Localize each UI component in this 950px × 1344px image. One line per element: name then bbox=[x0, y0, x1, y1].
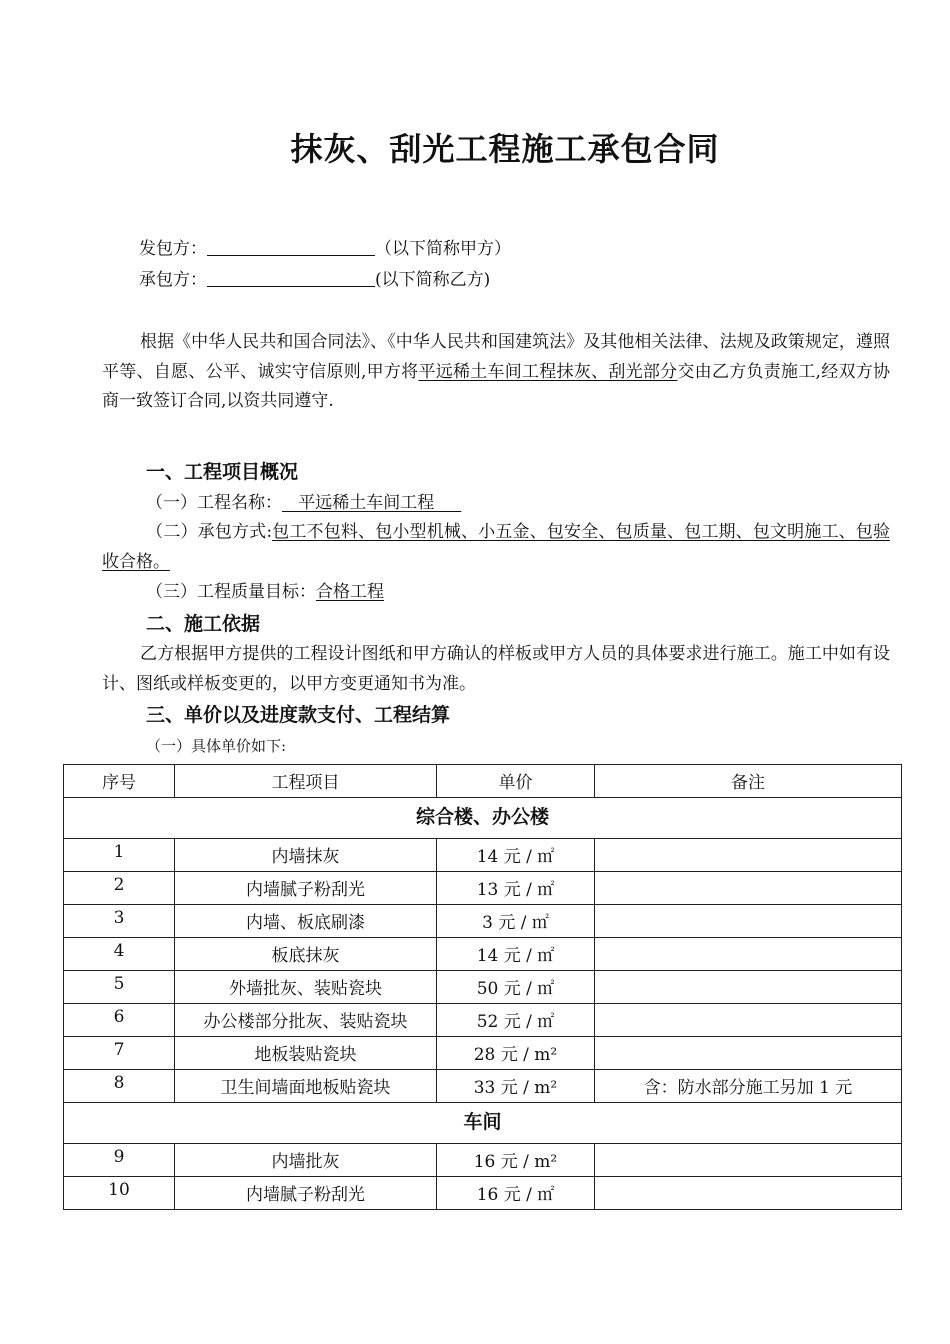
cell-item: 内墙腻子粉刮光 bbox=[175, 872, 437, 905]
intro-after: 交由乙方负责施工,经双方协商一致签订合同,以资共同遵守. bbox=[102, 361, 891, 411]
section2-heading: 二、施工依据 bbox=[146, 613, 261, 635]
cell-remark bbox=[595, 971, 902, 1004]
group-row-workshop bbox=[64, 1103, 902, 1144]
employer-label: 发包方： bbox=[139, 239, 207, 259]
employer-suffix: （以下简称甲方） bbox=[375, 239, 511, 259]
cell-index: 8 bbox=[64, 1070, 175, 1103]
cell-item: 内墙抹灰 bbox=[175, 839, 437, 872]
cell-item: 内墙、板底刷漆 bbox=[175, 905, 437, 938]
cell-index: 1 bbox=[64, 839, 175, 872]
table-row bbox=[64, 971, 902, 1004]
quality-label: （三）工程质量目标： bbox=[146, 582, 316, 602]
contractor-label: 承包方： bbox=[139, 270, 207, 290]
cell-price: 3 元 / ㎡ bbox=[437, 905, 595, 938]
contractor-suffix: (以下简称乙方) bbox=[375, 270, 491, 290]
header-cell-index: 序号 bbox=[64, 765, 175, 798]
cell-remark bbox=[595, 1004, 902, 1037]
table-header-row bbox=[64, 765, 902, 798]
cell-item: 外墙批灰、装贴瓷块 bbox=[175, 971, 437, 1004]
table-row bbox=[64, 1177, 902, 1210]
header-cell-remark: 备注 bbox=[595, 765, 902, 798]
cell-price: 28 元 / m² bbox=[437, 1037, 595, 1070]
cell-item: 内墙批灰 bbox=[175, 1144, 437, 1177]
cell-index: 4 bbox=[64, 938, 175, 971]
group-label-workshop: 车间 bbox=[64, 1103, 902, 1144]
contractor-line bbox=[139, 265, 490, 295]
group-label-office: 综合楼、办公楼 bbox=[64, 798, 902, 839]
cell-item: 地板装贴瓷块 bbox=[175, 1037, 437, 1070]
contractor-blank bbox=[207, 268, 375, 287]
cell-index: 5 bbox=[64, 971, 175, 1004]
header-cell-price: 单价 bbox=[437, 765, 595, 798]
contract-mode-label: （二）承包方式: bbox=[146, 522, 273, 542]
cell-index: 9 bbox=[64, 1144, 175, 1177]
intro-before: 根据《中华人民共和国合同法》、《中华人民共和国建筑法》及其他相关法律、法规及政策规定，遵照平等、自愿、公平、诚实守信原则,甲方将 bbox=[102, 332, 890, 382]
table-row bbox=[64, 839, 902, 872]
table-row bbox=[64, 905, 902, 938]
project-name-value: 平远稀土车间工程 bbox=[282, 493, 462, 513]
cell-remark bbox=[595, 872, 902, 905]
cell-price: 14 元 / ㎡ bbox=[437, 839, 595, 872]
intro-project: 平远稀土车间工程抹灰、刮光部分 bbox=[418, 361, 678, 382]
table-row bbox=[64, 1037, 902, 1070]
cell-remark: 含：防水部分施工另加 1 元 bbox=[595, 1070, 902, 1103]
contract-mode-value: 包工不包料、包小型机械、小五金、包安全、包质量、包工期、包文明施工、包验收合格。 bbox=[102, 522, 891, 572]
table-row bbox=[64, 1144, 902, 1177]
section2-paragraph bbox=[102, 640, 890, 699]
cell-remark bbox=[595, 839, 902, 872]
cell-index: 6 bbox=[64, 1004, 175, 1037]
section2-text: 乙方根据甲方提供的工程设计图纸和甲方确认的样板或甲方人员的具体要求进行施工。施工中如有设计、图纸或样板变更的，以甲方变更通知书为准。 bbox=[102, 644, 890, 694]
cell-price: 52 元 / ㎡ bbox=[437, 1004, 595, 1037]
contract-title: 抹灰、刮光工程施工承包合同 bbox=[290, 130, 720, 168]
project-name-line bbox=[146, 488, 461, 518]
cell-price: 33 元 / m² bbox=[437, 1070, 595, 1103]
cell-remark bbox=[595, 938, 902, 971]
intro-paragraph bbox=[102, 328, 890, 417]
cell-item: 办公楼部分批灰、装贴瓷块 bbox=[175, 1004, 437, 1037]
cell-price: 16 元 / m² bbox=[437, 1144, 595, 1177]
table-row bbox=[64, 938, 902, 971]
cell-remark bbox=[595, 905, 902, 938]
cell-price: 16 元 / ㎡ bbox=[437, 1177, 595, 1210]
contract-mode-paragraph bbox=[102, 518, 890, 577]
cell-index: 2 bbox=[64, 872, 175, 905]
unit-price-table bbox=[63, 764, 902, 1210]
group-row-office bbox=[64, 798, 902, 839]
cell-item: 内墙腻子粉刮光 bbox=[175, 1177, 437, 1210]
employer-blank bbox=[207, 237, 375, 256]
table-row bbox=[64, 872, 902, 905]
cell-price: 14 元 / ㎡ bbox=[437, 938, 595, 971]
cell-price: 50 元 / ㎡ bbox=[437, 971, 595, 1004]
section3-heading: 三、单价以及进度款支付、工程结算 bbox=[146, 704, 451, 726]
table-row bbox=[64, 1004, 902, 1037]
cell-index: 7 bbox=[64, 1037, 175, 1070]
quality-line bbox=[146, 577, 384, 607]
project-name-label: （一）工程名称： bbox=[146, 493, 282, 513]
section1-heading: 一、工程项目概况 bbox=[146, 461, 299, 483]
cell-remark bbox=[595, 1144, 902, 1177]
section3-sub: （一）具体单价如下: bbox=[146, 737, 287, 755]
cell-remark bbox=[595, 1177, 902, 1210]
cell-remark bbox=[595, 1037, 902, 1070]
quality-value: 合格工程 bbox=[316, 582, 384, 602]
employer-line bbox=[139, 234, 511, 264]
cell-item: 板底抹灰 bbox=[175, 938, 437, 971]
cell-index: 3 bbox=[64, 905, 175, 938]
cell-price: 13 元 / ㎡ bbox=[437, 872, 595, 905]
header-cell-item: 工程项目 bbox=[175, 765, 437, 798]
cell-index: 10 bbox=[64, 1177, 175, 1210]
table-row bbox=[64, 1070, 902, 1103]
cell-item: 卫生间墙面地板贴瓷块 bbox=[175, 1070, 437, 1103]
